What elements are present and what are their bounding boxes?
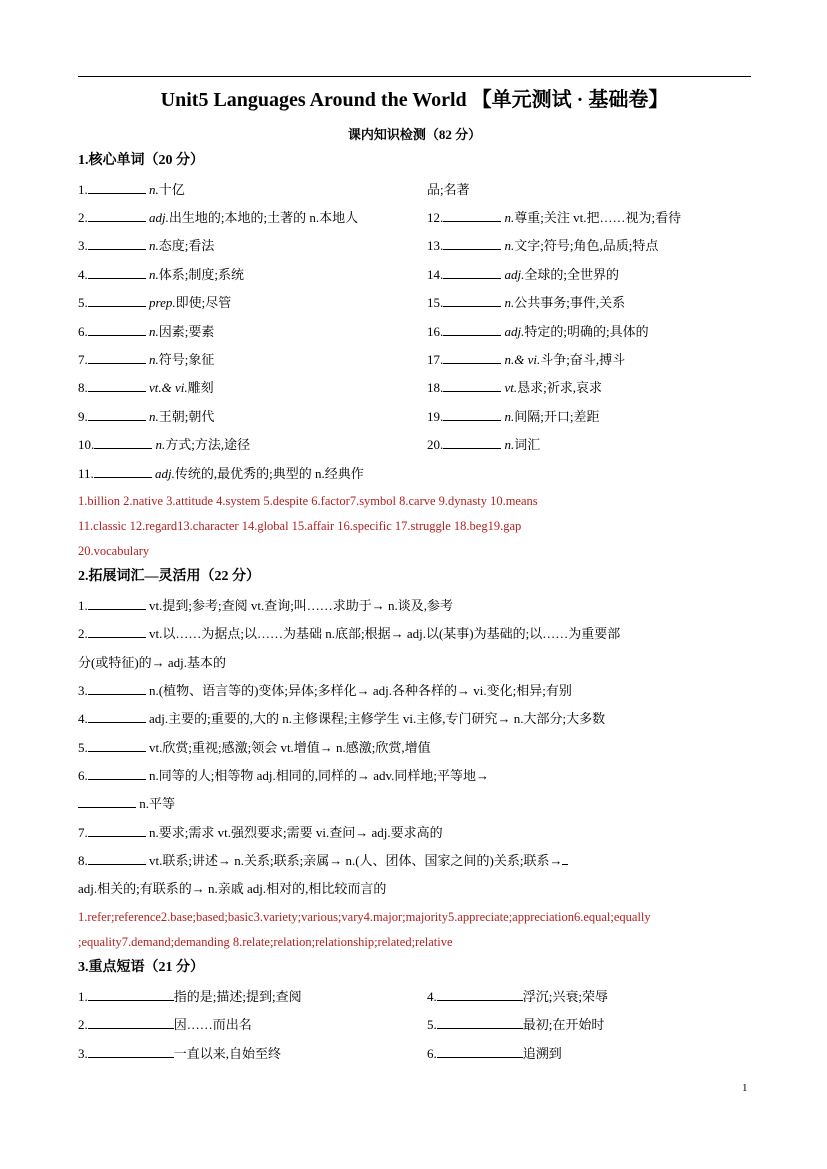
answer-blank[interactable] [94, 437, 152, 449]
answer-blank[interactable] [88, 740, 146, 752]
answer-key: 1.billion 2.native 3.attitude 4.system 5.despite 6.factor7.symbol 8.carve 9.dynasty 10.means [78, 494, 538, 508]
page-title: Unit5 Languages Around the World 【单元测试 · 基础卷】 [160, 89, 669, 111]
answer-blank[interactable] [443, 210, 501, 222]
page-number: 1 [742, 1082, 748, 1094]
answer-blank[interactable] [88, 267, 146, 279]
answer-blank[interactable] [88, 711, 146, 723]
list-item: 7. n.要求;需求 vt.强烈要求;需要 vi.查问→ adj.要求高的 [78, 825, 443, 840]
answer-key: ;equality7.demand;demanding 8.relate;relation;relationship;related;relative [78, 935, 453, 949]
section-heading: 3.重点短语（21 分） [78, 960, 204, 975]
section-heading: 2.拓展词汇—灵活用（22 分） [78, 569, 260, 584]
answer-blank[interactable] [443, 295, 501, 307]
answer-blank[interactable] [443, 238, 501, 250]
list-item: 17. n.& vi.斗争;奋斗,搏斗 [427, 352, 626, 367]
answer-key: 1.refer;reference2.base;based;basic3.variety;various;vary4.major;majority5.appreciate;appreciation6.equal;equally [78, 910, 651, 924]
answer-blank[interactable] [443, 267, 501, 279]
list-item: 9. n.王朝;朝代 [78, 409, 215, 424]
answer-blank[interactable] [88, 989, 174, 1001]
list-item: 15. n.公共事务;事件,关系 [427, 295, 626, 310]
answer-key: 20.vocabulary [78, 544, 150, 558]
answer-blank[interactable] [88, 324, 146, 336]
list-item: 5. prep.即使;尽管 [78, 295, 232, 310]
list-item: 5. 最初;在开始时 [427, 1017, 605, 1032]
header-rule [78, 76, 751, 77]
answer-blank[interactable] [88, 380, 146, 392]
list-item: 品;名著 [427, 182, 470, 197]
list-item: 19. n.间隔;开口;差距 [427, 409, 600, 424]
answer-blank[interactable] [443, 437, 501, 449]
list-item: 6. 追溯到 [427, 1046, 562, 1061]
answer-blank[interactable] [88, 238, 146, 250]
list-item: 分(或特征)的→ adj.基本的 [78, 655, 227, 670]
list-item: 10. n.方式;方法,途径 [78, 437, 251, 452]
list-item: 1. n.十亿 [78, 182, 185, 197]
answer-blank[interactable] [78, 796, 136, 808]
answer-blank[interactable] [88, 1017, 174, 1029]
answer-blank[interactable] [443, 324, 501, 336]
list-item: 14. adj.全球的;全世界的 [427, 267, 619, 282]
answer-blank[interactable] [437, 1017, 523, 1029]
answer-blank[interactable] [443, 380, 501, 392]
list-item: 8. vt.& vi.雕刻 [78, 380, 214, 395]
answer-blank[interactable] [88, 768, 146, 780]
answer-blank[interactable] [88, 352, 146, 364]
list-item: 7. n.符号;象征 [78, 352, 215, 367]
list-item: 3. n.(植物、语言等的)变体;异体;多样化→ adj.各种各样的→ vi.变化;相异;有别 [78, 683, 572, 698]
list-item: 1. vt.提到;参考;查阅 vt.查询;叫……求助于→ n.谈及,参考 [78, 598, 454, 613]
page-subtitle: 课内知识检测（82 分） [347, 127, 482, 142]
list-item: 2. adj.出生地的;本地的;土著的 n.本地人 [78, 210, 359, 225]
list-item: 16. adj.特定的;明确的;具体的 [427, 324, 649, 339]
list-item: n.平等 [78, 796, 175, 812]
answer-blank[interactable] [437, 989, 523, 1001]
answer-blank[interactable] [437, 1046, 523, 1058]
answer-blank[interactable] [94, 466, 152, 478]
answer-blank[interactable] [443, 352, 501, 364]
list-item: 6. n.同等的人;相等物 adj.相同的,同样的→ adv.同样地;平等地→ [78, 768, 490, 783]
list-item: 3. 一直以来,自始至终 [78, 1046, 282, 1061]
list-item: 4. 浮沉;兴衰;荣辱 [427, 989, 608, 1004]
answer-blank[interactable] [88, 626, 146, 638]
answer-blank[interactable] [88, 210, 146, 222]
list-item: 5. vt.欣赏;重视;感激;领会 vt.增值→ n.感激;欣赏,增值 [78, 740, 431, 755]
list-item: 3. n.态度;看法 [78, 238, 215, 253]
answer-blank[interactable] [88, 825, 146, 837]
list-item: 20. n.词汇 [427, 437, 541, 452]
answer-blank[interactable] [88, 1046, 174, 1058]
answer-blank[interactable] [88, 182, 146, 194]
answer-blank[interactable] [88, 683, 146, 695]
list-item: 4. adj.主要的;重要的,大的 n.主修课程;主修学生 vi.主修,专门研究→ n.大部分;大多数 [78, 711, 606, 726]
list-item: 13. n.文字;符号;角色,品质;特点 [427, 238, 659, 253]
list-item: 4. n.体系;制度;系统 [78, 267, 244, 282]
list-item: 12. n.尊重;关注 vt.把……视为;看待 [427, 210, 682, 225]
list-item: 6. n.因素;要素 [78, 324, 215, 339]
answer-key: 11.classic 12.regard13.character 14.global 15.affair 16.specific 17.struggle 18.beg19.gap [78, 519, 522, 533]
answer-blank[interactable] [443, 409, 501, 421]
answer-blank[interactable] [88, 853, 146, 865]
list-item: 8. vt.联系;讲述→ n.关系;联系;亲属→ n.(人、团体、国家之间的)关系;联系→ [78, 853, 568, 869]
list-item: adj.相关的;有联系的→ n.亲戚 adj.相对的,相比较而言的 [78, 881, 387, 896]
answer-blank[interactable] [562, 853, 568, 865]
list-item: 11. adj.传统的,最优秀的;典型的 n.经典作 [78, 466, 364, 481]
answer-blank[interactable] [88, 409, 146, 421]
list-item: 18. vt.恳求;祈求,哀求 [427, 380, 603, 395]
list-item: 2. 因……而出名 [78, 1017, 252, 1032]
section-heading: 1.核心单词（20 分） [78, 153, 204, 168]
list-item: 2. vt.以……为据点;以……为基础 n.底部;根据→ adj.以(某事)为基础的;以……为重要部 [78, 626, 621, 641]
answer-blank[interactable] [88, 295, 146, 307]
answer-blank[interactable] [88, 598, 146, 610]
list-item: 1. 指的是;描述;提到;查阅 [78, 989, 302, 1004]
